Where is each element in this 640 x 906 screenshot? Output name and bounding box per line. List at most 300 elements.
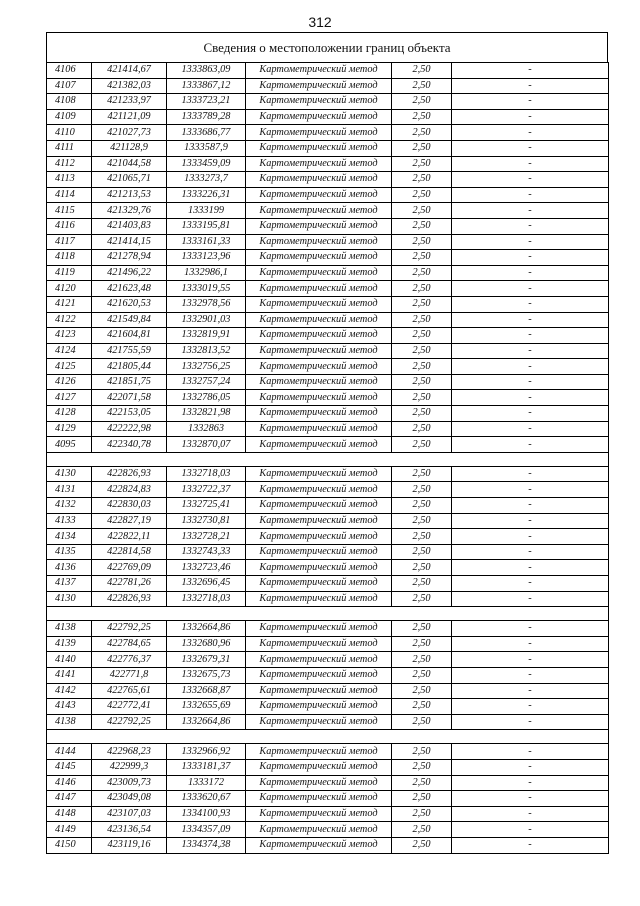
- accuracy-cell: 2,50: [392, 591, 452, 607]
- accuracy-cell: 2,50: [392, 172, 452, 188]
- table-row: [47, 296, 609, 312]
- accuracy-cell: 2,50: [392, 529, 452, 545]
- point-number-cell: 4136: [47, 560, 92, 576]
- table-row: [47, 683, 609, 699]
- point-number-cell: 4133: [47, 513, 92, 529]
- y-coordinate-cell: 1332664,86: [167, 714, 246, 730]
- accuracy-cell: 2,50: [392, 699, 452, 715]
- description-cell: -: [452, 140, 609, 156]
- accuracy-cell: 2,50: [392, 576, 452, 592]
- x-coordinate-cell: 423119,16: [92, 837, 167, 853]
- table-row: [47, 513, 609, 529]
- point-number-cell: 4129: [47, 421, 92, 437]
- table-row: [47, 744, 609, 760]
- y-coordinate-cell: 1332718,03: [167, 466, 246, 482]
- method-cell: Картометрический метод: [246, 374, 392, 390]
- point-number-cell: 4109: [47, 109, 92, 125]
- description-cell: -: [452, 437, 609, 453]
- x-coordinate-cell: 421851,75: [92, 374, 167, 390]
- accuracy-cell: 2,50: [392, 296, 452, 312]
- table-row: [47, 482, 609, 498]
- accuracy-cell: 2,50: [392, 714, 452, 730]
- point-number-cell: 4142: [47, 683, 92, 699]
- table-row: [47, 390, 609, 406]
- y-coordinate-cell: 1332718,03: [167, 591, 246, 607]
- y-coordinate-cell: 1332786,05: [167, 390, 246, 406]
- table-row: [47, 203, 609, 219]
- y-coordinate-cell: 1334374,38: [167, 837, 246, 853]
- x-coordinate-cell: 422822,11: [92, 529, 167, 545]
- point-number-cell: 4126: [47, 374, 92, 390]
- method-cell: Картометрический метод: [246, 312, 392, 328]
- separator-cell: [47, 607, 609, 621]
- y-coordinate-cell: 1333587,9: [167, 140, 246, 156]
- description-cell: -: [452, 683, 609, 699]
- description-cell: -: [452, 744, 609, 760]
- method-cell: Картометрический метод: [246, 390, 392, 406]
- table-row: [47, 63, 609, 79]
- method-cell: Картометрический метод: [246, 775, 392, 791]
- x-coordinate-cell: 423107,03: [92, 806, 167, 822]
- point-number-cell: 4134: [47, 529, 92, 545]
- method-cell: Картометрический метод: [246, 576, 392, 592]
- accuracy-cell: 2,50: [392, 791, 452, 807]
- x-coordinate-cell: 421065,71: [92, 172, 167, 188]
- x-coordinate-cell: 421403,83: [92, 218, 167, 234]
- separator-cell: [47, 730, 609, 744]
- point-number-cell: 4150: [47, 837, 92, 853]
- accuracy-cell: 2,50: [392, 281, 452, 297]
- point-number-cell: 4117: [47, 234, 92, 250]
- method-cell: Картометрический метод: [246, 109, 392, 125]
- point-number-cell: 4138: [47, 621, 92, 637]
- method-cell: Картометрический метод: [246, 822, 392, 838]
- point-number-cell: 4140: [47, 652, 92, 668]
- accuracy-cell: 2,50: [392, 759, 452, 775]
- method-cell: Картометрический метод: [246, 699, 392, 715]
- accuracy-cell: 2,50: [392, 744, 452, 760]
- method-cell: Картометрический метод: [246, 437, 392, 453]
- x-coordinate-cell: 422153,05: [92, 406, 167, 422]
- point-number-cell: 4111: [47, 140, 92, 156]
- y-coordinate-cell: 1333199: [167, 203, 246, 219]
- point-number-cell: 4110: [47, 125, 92, 141]
- table-row: [47, 406, 609, 422]
- x-coordinate-cell: 421805,44: [92, 359, 167, 375]
- point-number-cell: 4130: [47, 466, 92, 482]
- method-cell: Картометрический метод: [246, 234, 392, 250]
- table-row: [47, 187, 609, 203]
- accuracy-cell: 2,50: [392, 667, 452, 683]
- method-cell: Картометрический метод: [246, 591, 392, 607]
- table-row: [47, 591, 609, 607]
- table-row: [47, 250, 609, 266]
- point-number-cell: 4135: [47, 544, 92, 560]
- method-cell: Картометрический метод: [246, 172, 392, 188]
- point-number-cell: 4139: [47, 636, 92, 652]
- point-number-cell: 4124: [47, 343, 92, 359]
- method-cell: Картометрический метод: [246, 218, 392, 234]
- group-separator-row: [47, 452, 609, 466]
- description-cell: -: [452, 544, 609, 560]
- y-coordinate-cell: 1332813,52: [167, 343, 246, 359]
- accuracy-cell: 2,50: [392, 343, 452, 359]
- x-coordinate-cell: 422340,78: [92, 437, 167, 453]
- method-cell: Картометрический метод: [246, 837, 392, 853]
- x-coordinate-cell: 422781,26: [92, 576, 167, 592]
- method-cell: Картометрический метод: [246, 78, 392, 94]
- y-coordinate-cell: 1333195,81: [167, 218, 246, 234]
- method-cell: Картометрический метод: [246, 359, 392, 375]
- y-coordinate-cell: 1332723,46: [167, 560, 246, 576]
- x-coordinate-cell: 421213,53: [92, 187, 167, 203]
- description-cell: -: [452, 343, 609, 359]
- y-coordinate-cell: 1333181,37: [167, 759, 246, 775]
- table-row: [47, 667, 609, 683]
- accuracy-cell: 2,50: [392, 94, 452, 110]
- group-separator-row: [47, 607, 609, 621]
- description-cell: -: [452, 312, 609, 328]
- table-row: [47, 234, 609, 250]
- description-cell: -: [452, 482, 609, 498]
- accuracy-cell: 2,50: [392, 806, 452, 822]
- x-coordinate-cell: 423049,08: [92, 791, 167, 807]
- x-coordinate-cell: 422769,09: [92, 560, 167, 576]
- description-cell: -: [452, 250, 609, 266]
- y-coordinate-cell: 1333273,7: [167, 172, 246, 188]
- point-number-cell: 4147: [47, 791, 92, 807]
- separator-cell: [47, 452, 609, 466]
- table-row: [47, 529, 609, 545]
- x-coordinate-cell: 422826,93: [92, 466, 167, 482]
- y-coordinate-cell: 1333867,12: [167, 78, 246, 94]
- table-row: [47, 156, 609, 172]
- x-coordinate-cell: 422827,19: [92, 513, 167, 529]
- x-coordinate-cell: 422071,58: [92, 390, 167, 406]
- x-coordinate-cell: 421549,84: [92, 312, 167, 328]
- description-cell: -: [452, 296, 609, 312]
- point-number-cell: 4137: [47, 576, 92, 592]
- y-coordinate-cell: 1332668,87: [167, 683, 246, 699]
- method-cell: Картометрический метод: [246, 667, 392, 683]
- y-coordinate-cell: 1332655,69: [167, 699, 246, 715]
- x-coordinate-cell: 421128,9: [92, 140, 167, 156]
- description-cell: -: [452, 109, 609, 125]
- x-coordinate-cell: 422776,37: [92, 652, 167, 668]
- accuracy-cell: 2,50: [392, 822, 452, 838]
- point-number-cell: 4113: [47, 172, 92, 188]
- method-cell: Картометрический метод: [246, 714, 392, 730]
- method-cell: Картометрический метод: [246, 791, 392, 807]
- description-cell: -: [452, 560, 609, 576]
- accuracy-cell: 2,50: [392, 466, 452, 482]
- y-coordinate-cell: 1332757,24: [167, 374, 246, 390]
- x-coordinate-cell: 421382,03: [92, 78, 167, 94]
- method-cell: Картометрический метод: [246, 421, 392, 437]
- page-number: 312: [308, 14, 332, 30]
- table-row: [47, 172, 609, 188]
- x-coordinate-cell: 422771,8: [92, 667, 167, 683]
- method-cell: Картометрический метод: [246, 683, 392, 699]
- method-cell: Картометрический метод: [246, 296, 392, 312]
- table-row: [47, 560, 609, 576]
- x-coordinate-cell: 421620,53: [92, 296, 167, 312]
- x-coordinate-cell: 422222,98: [92, 421, 167, 437]
- table-row: [47, 328, 609, 344]
- description-cell: -: [452, 529, 609, 545]
- table-row: [47, 466, 609, 482]
- method-cell: Картометрический метод: [246, 529, 392, 545]
- y-coordinate-cell: 1332986,1: [167, 265, 246, 281]
- description-cell: -: [452, 78, 609, 94]
- method-cell: Картометрический метод: [246, 265, 392, 281]
- description-cell: -: [452, 218, 609, 234]
- point-number-cell: 4143: [47, 699, 92, 715]
- table-row: [47, 265, 609, 281]
- accuracy-cell: 2,50: [392, 498, 452, 514]
- table-row: [47, 312, 609, 328]
- table-row: [47, 822, 609, 838]
- description-cell: -: [452, 667, 609, 683]
- description-cell: -: [452, 328, 609, 344]
- accuracy-cell: 2,50: [392, 109, 452, 125]
- description-cell: -: [452, 699, 609, 715]
- accuracy-cell: 2,50: [392, 78, 452, 94]
- x-coordinate-cell: 421414,15: [92, 234, 167, 250]
- y-coordinate-cell: 1332978,56: [167, 296, 246, 312]
- description-cell: -: [452, 759, 609, 775]
- x-coordinate-cell: 421414,67: [92, 63, 167, 79]
- group-separator-row: [47, 730, 609, 744]
- x-coordinate-cell: 422824,83: [92, 482, 167, 498]
- x-coordinate-cell: 421278,94: [92, 250, 167, 266]
- method-cell: Картометрический метод: [246, 203, 392, 219]
- accuracy-cell: 2,50: [392, 359, 452, 375]
- accuracy-cell: 2,50: [392, 636, 452, 652]
- point-number-cell: 4130: [47, 591, 92, 607]
- accuracy-cell: 2,50: [392, 234, 452, 250]
- accuracy-cell: 2,50: [392, 187, 452, 203]
- table-row: [47, 837, 609, 853]
- accuracy-cell: 2,50: [392, 406, 452, 422]
- method-cell: Картометрический метод: [246, 250, 392, 266]
- description-cell: -: [452, 513, 609, 529]
- y-coordinate-cell: 1332966,92: [167, 744, 246, 760]
- x-coordinate-cell: 421623,48: [92, 281, 167, 297]
- point-number-cell: 4149: [47, 822, 92, 838]
- y-coordinate-cell: 1333620,67: [167, 791, 246, 807]
- table-row: [47, 759, 609, 775]
- y-coordinate-cell: 1332679,31: [167, 652, 246, 668]
- table-row: [47, 621, 609, 637]
- accuracy-cell: 2,50: [392, 544, 452, 560]
- description-cell: -: [452, 125, 609, 141]
- y-coordinate-cell: 1333161,33: [167, 234, 246, 250]
- y-coordinate-cell: 1333863,09: [167, 63, 246, 79]
- x-coordinate-cell: 421329,76: [92, 203, 167, 219]
- y-coordinate-cell: 1333123,96: [167, 250, 246, 266]
- table-row: [47, 775, 609, 791]
- point-number-cell: 4128: [47, 406, 92, 422]
- method-cell: Картометрический метод: [246, 544, 392, 560]
- table-row: [47, 78, 609, 94]
- description-cell: -: [452, 621, 609, 637]
- point-number-cell: 4115: [47, 203, 92, 219]
- y-coordinate-cell: 1332725,41: [167, 498, 246, 514]
- description-cell: -: [452, 714, 609, 730]
- accuracy-cell: 2,50: [392, 125, 452, 141]
- description-cell: -: [452, 63, 609, 79]
- description-cell: -: [452, 172, 609, 188]
- table-row: [47, 94, 609, 110]
- method-cell: Картометрический метод: [246, 156, 392, 172]
- x-coordinate-cell: 422830,03: [92, 498, 167, 514]
- description-cell: -: [452, 156, 609, 172]
- table-row: [47, 374, 609, 390]
- accuracy-cell: 2,50: [392, 203, 452, 219]
- x-coordinate-cell: 423009,73: [92, 775, 167, 791]
- table-row: [47, 125, 609, 141]
- x-coordinate-cell: 422968,23: [92, 744, 167, 760]
- accuracy-cell: 2,50: [392, 390, 452, 406]
- method-cell: Картометрический метод: [246, 328, 392, 344]
- description-cell: -: [452, 591, 609, 607]
- x-coordinate-cell: 421496,22: [92, 265, 167, 281]
- accuracy-cell: 2,50: [392, 156, 452, 172]
- coordinates-sheet: [46, 32, 608, 854]
- y-coordinate-cell: 1332722,37: [167, 482, 246, 498]
- description-cell: -: [452, 234, 609, 250]
- description-cell: -: [452, 359, 609, 375]
- point-number-cell: 4106: [47, 63, 92, 79]
- x-coordinate-cell: 422999,3: [92, 759, 167, 775]
- point-number-cell: 4122: [47, 312, 92, 328]
- accuracy-cell: 2,50: [392, 218, 452, 234]
- description-cell: -: [452, 94, 609, 110]
- accuracy-cell: 2,50: [392, 374, 452, 390]
- x-coordinate-cell: 421121,09: [92, 109, 167, 125]
- method-cell: Картометрический метод: [246, 187, 392, 203]
- point-number-cell: 4116: [47, 218, 92, 234]
- description-cell: -: [452, 822, 609, 838]
- y-coordinate-cell: 1333019,55: [167, 281, 246, 297]
- x-coordinate-cell: 422792,25: [92, 621, 167, 637]
- y-coordinate-cell: 1332819,91: [167, 328, 246, 344]
- table-title: Сведения о местоположении границ объекта: [46, 32, 608, 62]
- point-number-cell: 4118: [47, 250, 92, 266]
- accuracy-cell: 2,50: [392, 250, 452, 266]
- y-coordinate-cell: 1333686,77: [167, 125, 246, 141]
- table-row: [47, 218, 609, 234]
- accuracy-cell: 2,50: [392, 775, 452, 791]
- description-cell: -: [452, 498, 609, 514]
- accuracy-cell: 2,50: [392, 140, 452, 156]
- table-body: [47, 63, 609, 854]
- table-row: [47, 806, 609, 822]
- table-row: [47, 109, 609, 125]
- method-cell: Картометрический метод: [246, 466, 392, 482]
- method-cell: Картометрический метод: [246, 744, 392, 760]
- description-cell: -: [452, 187, 609, 203]
- x-coordinate-cell: 422792,25: [92, 714, 167, 730]
- method-cell: Картометрический метод: [246, 652, 392, 668]
- x-coordinate-cell: 423136,54: [92, 822, 167, 838]
- method-cell: Картометрический метод: [246, 281, 392, 297]
- y-coordinate-cell: 1334100,93: [167, 806, 246, 822]
- point-number-cell: 4144: [47, 744, 92, 760]
- description-cell: -: [452, 406, 609, 422]
- y-coordinate-cell: 1333459,09: [167, 156, 246, 172]
- point-number-cell: 4123: [47, 328, 92, 344]
- accuracy-cell: 2,50: [392, 482, 452, 498]
- accuracy-cell: 2,50: [392, 513, 452, 529]
- y-coordinate-cell: 1332870,07: [167, 437, 246, 453]
- x-coordinate-cell: 421027,73: [92, 125, 167, 141]
- y-coordinate-cell: 1333789,28: [167, 109, 246, 125]
- accuracy-cell: 2,50: [392, 63, 452, 79]
- method-cell: Картометрический метод: [246, 513, 392, 529]
- description-cell: -: [452, 775, 609, 791]
- point-number-cell: 4121: [47, 296, 92, 312]
- method-cell: Картометрический метод: [246, 806, 392, 822]
- accuracy-cell: 2,50: [392, 265, 452, 281]
- y-coordinate-cell: 1333172: [167, 775, 246, 791]
- method-cell: Картометрический метод: [246, 759, 392, 775]
- point-number-cell: 4146: [47, 775, 92, 791]
- method-cell: Картометрический метод: [246, 406, 392, 422]
- accuracy-cell: 2,50: [392, 328, 452, 344]
- description-cell: -: [452, 390, 609, 406]
- point-number-cell: 4119: [47, 265, 92, 281]
- accuracy-cell: 2,50: [392, 421, 452, 437]
- x-coordinate-cell: 422765,61: [92, 683, 167, 699]
- point-number-cell: 4145: [47, 759, 92, 775]
- y-coordinate-cell: 1332728,21: [167, 529, 246, 545]
- x-coordinate-cell: 421233,97: [92, 94, 167, 110]
- description-cell: -: [452, 806, 609, 822]
- point-number-cell: 4112: [47, 156, 92, 172]
- table-row: [47, 576, 609, 592]
- point-number-cell: 4138: [47, 714, 92, 730]
- y-coordinate-cell: 1334357,09: [167, 822, 246, 838]
- accuracy-cell: 2,50: [392, 652, 452, 668]
- y-coordinate-cell: 1332863: [167, 421, 246, 437]
- boundary-points-table: [46, 62, 609, 854]
- method-cell: Картометрический метод: [246, 125, 392, 141]
- y-coordinate-cell: 1332756,25: [167, 359, 246, 375]
- table-row: [47, 699, 609, 715]
- method-cell: Картометрический метод: [246, 560, 392, 576]
- y-coordinate-cell: 1332730,81: [167, 513, 246, 529]
- description-cell: -: [452, 281, 609, 297]
- method-cell: Картометрический метод: [246, 63, 392, 79]
- x-coordinate-cell: 421044,58: [92, 156, 167, 172]
- accuracy-cell: 2,50: [392, 837, 452, 853]
- point-number-cell: 4107: [47, 78, 92, 94]
- description-cell: -: [452, 374, 609, 390]
- method-cell: Картометрический метод: [246, 94, 392, 110]
- accuracy-cell: 2,50: [392, 560, 452, 576]
- y-coordinate-cell: 1332675,73: [167, 667, 246, 683]
- table-row: [47, 281, 609, 297]
- point-number-cell: 4108: [47, 94, 92, 110]
- method-cell: Картометрический метод: [246, 636, 392, 652]
- x-coordinate-cell: 422784,65: [92, 636, 167, 652]
- table-row: [47, 343, 609, 359]
- x-coordinate-cell: 422814,58: [92, 544, 167, 560]
- x-coordinate-cell: 422772,41: [92, 699, 167, 715]
- point-number-cell: 4127: [47, 390, 92, 406]
